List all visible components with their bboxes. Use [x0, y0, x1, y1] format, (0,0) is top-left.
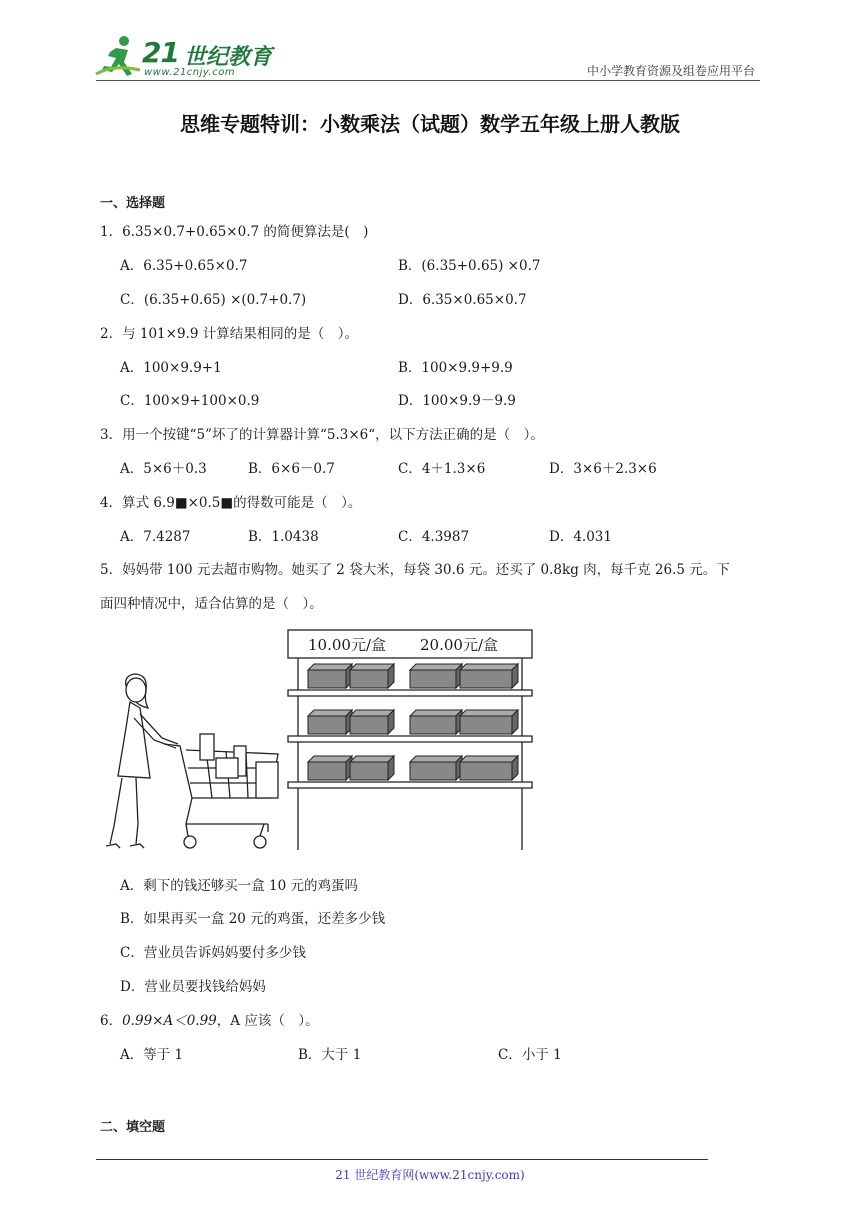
question-1-option-d[interactable]: D．6.35×0.65×0.7	[398, 292, 527, 308]
shelf-price-label-right: 20.00元/盒	[420, 636, 498, 654]
question-4-option-d[interactable]: D．4.031	[549, 529, 612, 545]
question-2-option-c[interactable]: C．100×9+100×0.9	[120, 393, 260, 409]
question-4-stem: 4．算式 6.9■×0.5■的得数可能是（ ）。	[100, 495, 362, 511]
question-5-stem-line-2: 面四种情况中，适合估算的是（ ）。	[100, 596, 323, 612]
question-1-option-a[interactable]: A．6.35+0.65×0.7	[120, 258, 248, 274]
supermarket-shopping-icon	[100, 628, 540, 854]
logo-number: 21	[142, 36, 179, 69]
question-2-option-d[interactable]: D．100×9.9－9.9	[398, 393, 516, 409]
footer-divider	[96, 1159, 708, 1160]
question-6-option-b[interactable]: B．大于 1	[298, 1047, 362, 1063]
question-5-option-b[interactable]: B．如果再买一盒 20 元的鸡蛋，还差多少钱	[120, 911, 386, 927]
question-4-option-b[interactable]: B．1.0438	[248, 529, 319, 545]
question-6-option-a[interactable]: A．等于 1	[120, 1047, 184, 1063]
question-6-suffix: ，A 应该（ ）。	[216, 1013, 319, 1029]
question-1-stem: 1．6.35×0.7+0.65×0.7 的简便算法是( )	[100, 224, 369, 240]
footer-text[interactable]: 21 世纪教育网(www.21cnjy.com)	[335, 1168, 525, 1182]
question-5-option-a[interactable]: A．剩下的钱还够买一盒 10 元的鸡蛋吗	[120, 878, 359, 894]
header-tagline: 中小学教育资源及组卷应用平台	[586, 64, 755, 78]
site-logo	[94, 34, 273, 80]
question-1-option-b[interactable]: B．(6.35+0.65) ×0.7	[398, 258, 541, 274]
question-5-stem-line-1: 5．妈妈带 100 元去超市购物。她买了 2 袋大米，每袋 30.6 元。还买了 0.8kg 肉，每千克 26.5 元。下	[100, 562, 730, 578]
question-3-option-d[interactable]: D．3×6＋2.3×6	[549, 461, 657, 477]
question-1-option-c[interactable]: C．(6.35+0.65) ×(0.7+0.7)	[120, 292, 307, 308]
logo-url: www.21cnjy.com	[144, 67, 236, 78]
runner-logo-icon	[94, 34, 144, 78]
section-heading-fill: 二、填空题	[100, 1120, 166, 1135]
question-4-option-a[interactable]: A．7.4287	[120, 529, 191, 545]
question-4-option-c[interactable]: C．4.3987	[398, 529, 470, 545]
question-2-option-a[interactable]: A．100×9.9+1	[120, 360, 222, 376]
section-heading-choice: 一、选择题	[100, 196, 166, 211]
header-divider	[96, 80, 760, 81]
question-3-option-c[interactable]: C．4＋1.3×6	[398, 461, 486, 477]
question-6-prefix: 6．	[100, 1013, 123, 1029]
question-6-stem	[100, 1009, 319, 1029]
page-title: 思维专题特训：小数乘法（试题）数学五年级上册人教版	[180, 112, 680, 136]
question-3-option-a[interactable]: A．5×6＋0.3	[120, 461, 207, 477]
question-5-option-d[interactable]: D．营业员要找钱给妈妈	[120, 979, 266, 995]
shelf-price-label-left: 10.00元/盒	[308, 636, 386, 654]
question-5-option-c[interactable]: C．营业员告诉妈妈要付多少钱	[120, 945, 306, 961]
question-2-stem: 2．与 101×9.9 计算结果相同的是（ ）。	[100, 326, 358, 342]
question-3-stem: 3．用一个按键“5”坏了的计算器计算“5.3×6“，以下方法正确的是（ ）。	[100, 427, 544, 443]
question-2-option-b[interactable]: B．100×9.9+9.9	[398, 360, 513, 376]
logo-chinese: 世纪教育	[184, 45, 273, 70]
question-3-option-b[interactable]: B．6×6－0.7	[248, 461, 335, 477]
question-6-option-c[interactable]: C．小于 1	[498, 1047, 562, 1063]
question-5-illustration	[100, 628, 540, 854]
question-6-math: 0.99×A＜0.99	[122, 1013, 217, 1029]
